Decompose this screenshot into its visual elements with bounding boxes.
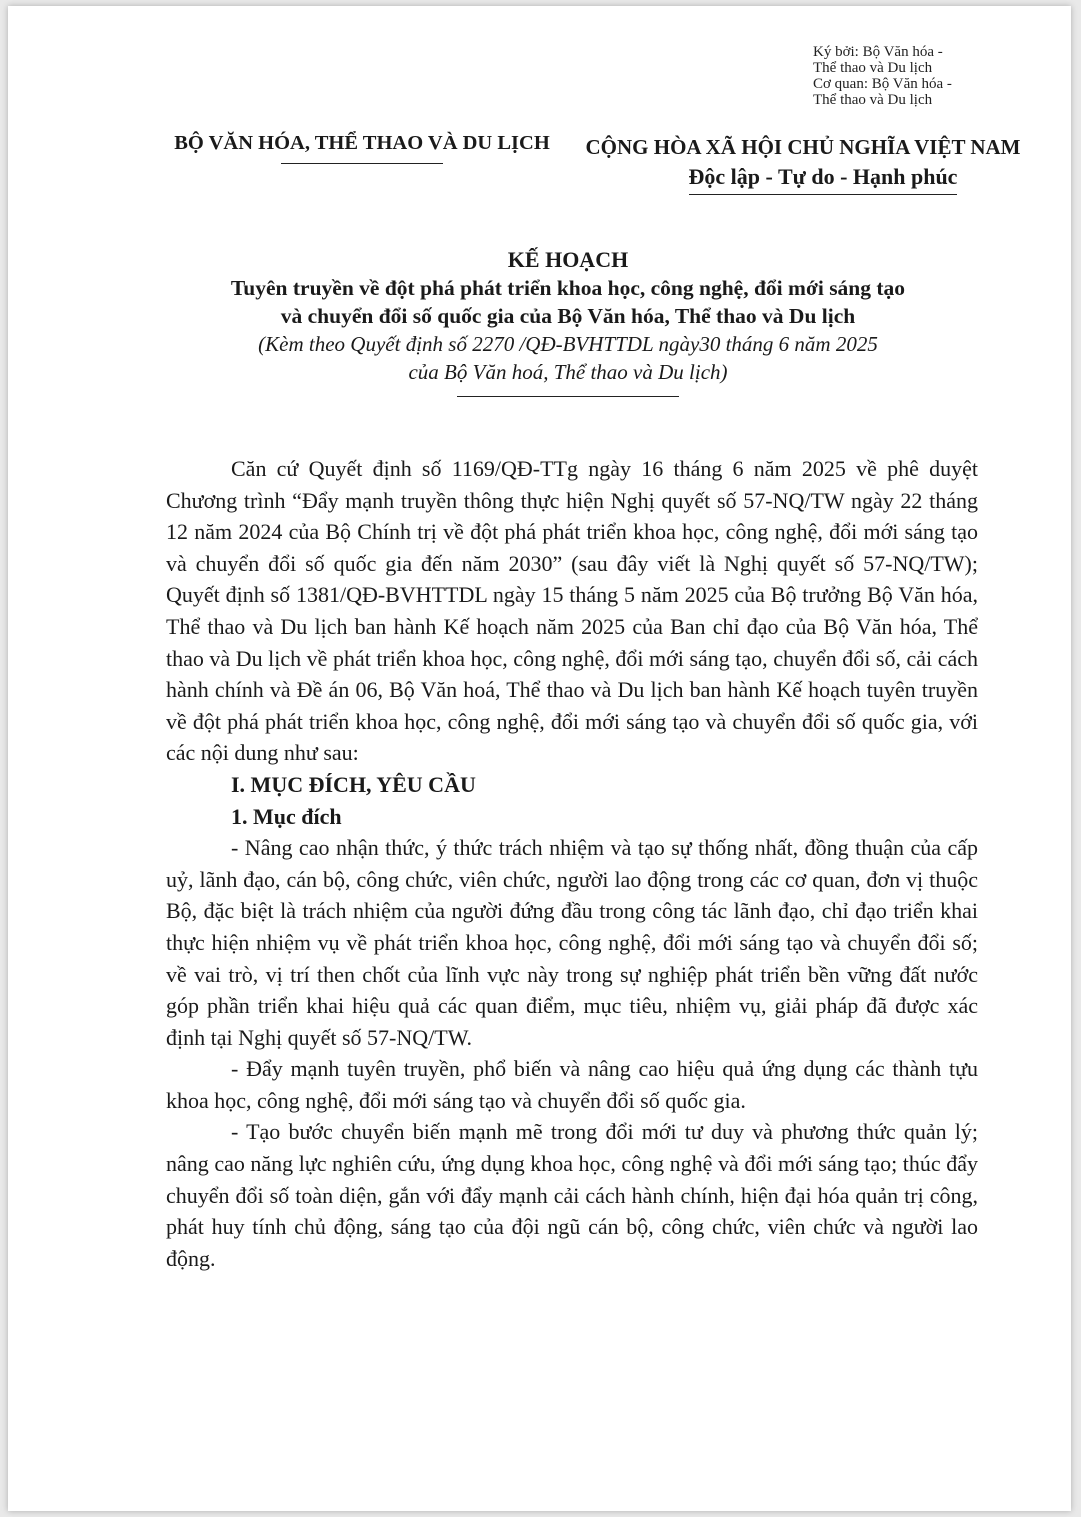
document-title: KẾ HOẠCH [507,247,629,272]
body-paragraph: - Nâng cao nhận thức, ý thức trách nhiệm và tạo sự thống nhất, đồng thuận của cấp uỷ, lãnh đạo, cán bộ, công chức, viên chức, người lao động trong các cơ quan, đơn vị thuộc Bộ, đặc biệt là trách nhiệm của người đứng đầu trong công tác lãnh đạo, chỉ đạo triển khai thực hiện nhiệm vụ về phát triển khoa học, công nghệ, đổi mới sáng tạo và chuyển đổi số; về vai trò, vị trí then chốt của lĩnh vực này trong sự nghiệp phát triển bền vững đất nước góp phần triển khai hiệu quả các quan điểm, mục tiêu, nhiệm vụ, giải pháp đã được xác định tại Nghị quyết số 57-NQ/TW. [166,835,978,1050]
ministry-name: BỘ VĂN HÓA, THỂ THAO VÀ DU LỊCH [174,132,550,154]
signature-line: Cơ quan: Bộ Văn hóa - [813,76,952,92]
document-subtitle-line: và chuyển đổi số quốc gia của Bộ Văn hóa, Thể thao và Du lịch [280,304,856,328]
document-page [8,6,1071,1511]
national-motto: Độc lập - Tự do - Hạnh phúc [689,162,958,195]
signature-line: Ký bởi: Bộ Văn hóa - [813,44,943,60]
subsection-heading: 1. Mục đích [231,803,342,829]
national-header [568,132,1038,195]
document-subtitle-line: Tuyên truyền về đột phá phát triển khoa học, công nghệ, đổi mới sáng tạo [230,276,906,300]
intro-paragraph: Căn cứ Quyết định số 1169/QĐ-TTg ngày 16 tháng 6 năm 2025 về phê duyệt Chương trình “Đẩy mạnh truyền thông thực hiện Nghị quyết số 57-NQ/TW ngày 22 tháng 12 năm 2024 của Bộ Chính trị về đột phá phát triển khoa học, công nghệ, đổi mới sáng tạo và chuyển đổi số quốc gia đến năm 2030” (sau đây viết là Nghị quyết số 57-NQ/TW); Quyết định số 1381/QĐ-BVHTTDL ngày 15 tháng 5 năm 2025 của Bộ trưởng Bộ Văn hóa, Thể thao và Du lịch ban hành Kế hoạch năm 2025 của Ban chỉ đạo của Bộ Văn hóa, Thể thao và Du lịch về phát triển khoa học, công nghệ, đổi mới sáng tạo, chuyển đổi số, cải cách hành chính và Đề án 06, Bộ Văn hoá, Thể thao và Du lịch ban hành Kế hoạch tuyên truyền về đột phá phát triển khoa học, công nghệ, đổi mới sáng tạo và chuyển đổi số quốc gia, với các nội dung như sau: [166,456,978,766]
attachment-note-line: của Bộ Văn hoá, Thể thao và Du lịch) [408,360,728,384]
attachment-note-line: (Kèm theo Quyết định số 2270 /QĐ-BVHTTDL ngày30 tháng 6 năm 2025 [258,332,878,356]
document-body [166,453,978,1274]
title-underline [457,396,679,397]
signature-line: Thể thao và Du lịch [813,92,933,108]
ministry-header [168,132,556,164]
republic-name: CỘNG HÒA XÃ HỘI CHỦ NGHĨA VIỆT NAM [585,135,1021,159]
body-paragraph: - Đẩy mạnh tuyên truyền, phổ biến và nâng cao hiệu quả ứng dụng các thành tựu khoa học, công nghệ, đổi mới sáng tạo và chuyển đổi số quốc gia. [166,1056,978,1113]
digital-signature-block [813,44,1013,108]
body-paragraph: - Tạo bước chuyển biến mạnh mẽ trong đổi mới tư duy và phương thức quản lý; nâng cao năng lực nghiên cứu, ứng dụng khoa học, công nghệ và đổi mới sáng tạo; thúc đẩy chuyển đổi số toàn diện, gắn với đẩy mạnh cải cách hành chính, hiện đại hóa quản trị công, phát huy tính chủ động, sáng tạo của đội ngũ cán bộ, công chức, viên chức và người lao động. [166,1119,978,1271]
document-title-block [158,246,978,397]
signature-line: Thể thao và Du lịch [813,60,933,76]
section-heading: I. MỤC ĐÍCH, YÊU CẦU [231,771,476,797]
ministry-underline [281,163,443,164]
